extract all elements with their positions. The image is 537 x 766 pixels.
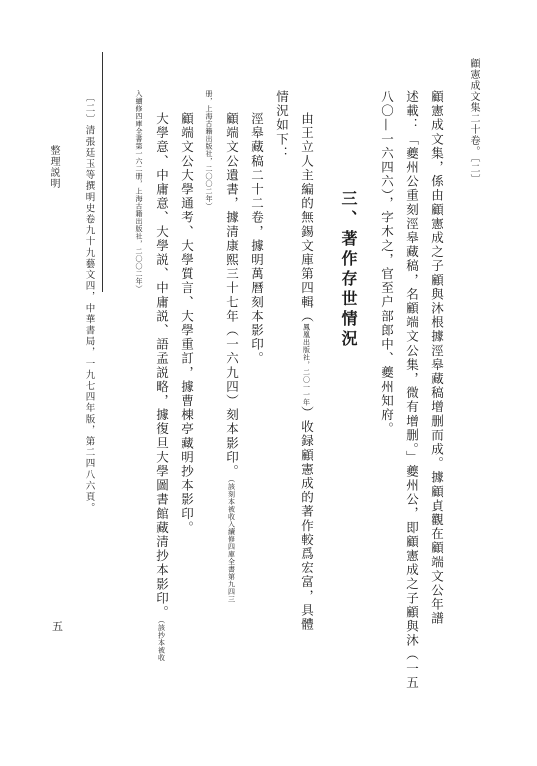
section-heading: 三、著作存世情況 — [339, 190, 358, 350]
entry-3: 顧端文公大學通考、大學質言、大學重訂，據曹棟亭藏明抄本影印。 — [179, 112, 195, 535]
paragraph-2-main: 由王立人主編的無錫文庫第四輯（ — [299, 112, 315, 324]
footnote: 〔二〕清張廷玉等撰明史卷九十九藝文四，中華書局，一九七四年版，第二四八六頁。 — [83, 92, 95, 514]
entry-2-main: 顧端文公遺書，據清康熙三十七年（一六九四）刻本影印。 — [224, 112, 240, 479]
paragraph-1-line-2: 述載：「夔州公重刻涇皋藏稿，名顧端文公集，微有增删。」夔州公，即顧憲成之子顧與沐（一五 — [404, 90, 420, 691]
paragraph-2-line-2: 情況如下： — [274, 90, 290, 161]
entry-2 — [225, 112, 238, 603]
page-number: 五 — [52, 620, 63, 633]
entry-4-note: （該抄本被收 — [157, 619, 166, 662]
paragraph-1-line-3: 八〇—一六四六），字木之，官至户部郎中、夔州知府。 — [379, 90, 395, 437]
paragraph-2-note: 鳳凰出版社，二〇一一年 — [302, 323, 311, 406]
entry-2-note: （該刻本被收入續修四庫全書第九四三 — [227, 478, 236, 603]
left-margin-title: 整理説明 — [48, 145, 59, 189]
entry-4-continuation: 入續修四庫全書第一六二册，上海古籍出版社，二〇〇二年） — [135, 90, 143, 293]
entry-2-continuation: 册，上海古籍出版社，二〇〇二年） — [205, 90, 213, 210]
entry-1: 涇皋藏稿二十二卷，據明萬曆刻本影印。 — [249, 112, 265, 366]
footnote-rule — [102, 52, 103, 292]
running-header: 顧憲成文集二十卷。〔二〕 — [468, 58, 479, 185]
paragraph-1-line-1: 顧憲成文集，係由顧憲成之子顧與沐根據涇皋藏稿增删而成。據顧貞觀在顧端文公年譜 — [429, 90, 445, 626]
paragraph-2-line-1 — [300, 112, 313, 632]
entry-4-main: 大學意、中庸意、大學説、中庸説、語孟説略，據復旦大學圖書館藏清抄本影印。 — [154, 112, 170, 620]
entry-4 — [155, 112, 168, 661]
paragraph-2-end: ）收録顧憲成的著作較爲宏富，具體 — [299, 406, 315, 632]
